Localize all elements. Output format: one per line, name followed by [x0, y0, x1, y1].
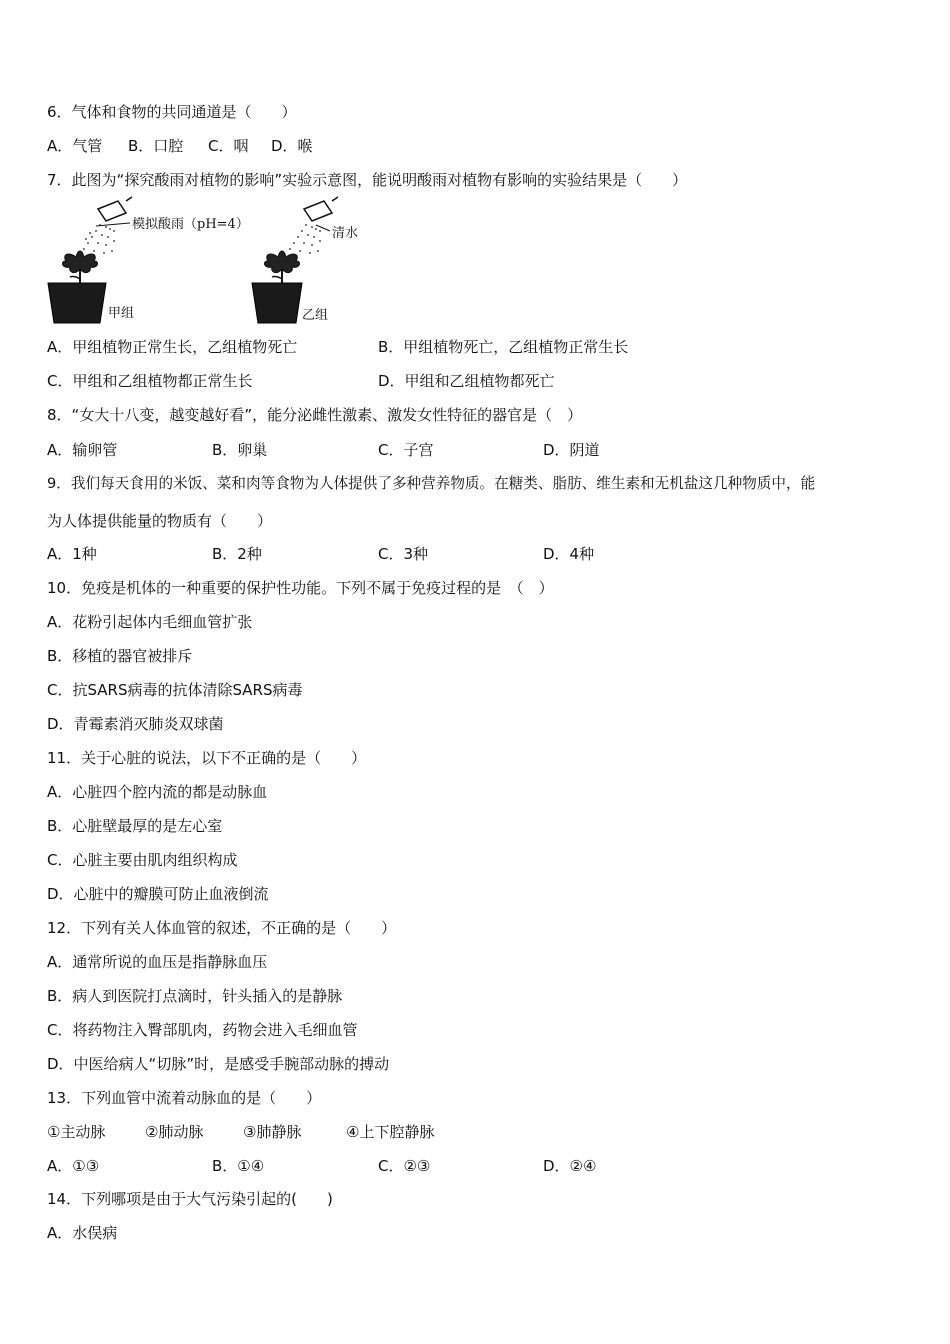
label-group-b: 乙组 — [302, 308, 329, 323]
label-group-a: 甲组 — [108, 306, 135, 321]
q12-option-d: D．中医给病人“切脉”时，是感受手腕部动脉的搏动 — [47, 1055, 390, 1073]
plant-icon — [63, 251, 98, 285]
q13-option-c: C．②③ — [378, 1157, 431, 1175]
q11-option-d: D．心脏中的瓣膜可防止血液倒流 — [47, 885, 269, 903]
q13-item-2: ②肺动脉 — [145, 1123, 204, 1141]
q9-option-a: A．1种 — [47, 545, 97, 563]
q10-option-b: B．移植的器官被排斥 — [47, 647, 193, 665]
q13-option-b: B．①④ — [212, 1157, 265, 1175]
q10-option-c: C．抗SARS病毒的抗体清除SARS病毒 — [47, 681, 303, 699]
q8-option-c: C．子宫 — [378, 441, 434, 459]
flower-pot — [48, 283, 106, 323]
q8-option-b: B．卵巢 — [212, 441, 268, 459]
q9-option-d: D．4种 — [543, 545, 595, 563]
label-clear-water: 清水 — [332, 226, 359, 241]
q10-stem: 10．免疫是机体的一种重要的保护性功能。下列不属于免疫过程的是 （ ） — [47, 579, 554, 597]
q12-stem: 12．下列有关人体血管的叙述，不正确的是（ ） — [47, 919, 397, 937]
q13-item-4: ④上下腔静脉 — [346, 1123, 435, 1141]
label-acid-rain: 模拟酸雨（pH=4） — [132, 217, 249, 232]
q13-option-d: D．②④ — [543, 1157, 597, 1175]
q8-option-d: D．阴道 — [543, 441, 600, 459]
flower-pot — [252, 283, 302, 323]
q14-stem: 14．下列哪项是由于大气污染引起的( ) — [47, 1190, 333, 1208]
q8-option-a: A．输卵管 — [47, 441, 118, 459]
q12-option-c: C．将药物注入臀部肌肉，药物会进入毛细血管 — [47, 1021, 358, 1039]
spray-dots — [289, 224, 321, 254]
q11-option-b: B．心脏壁最厚的是左心室 — [47, 817, 223, 835]
q11-option-a: A．心脏四个腔内流的都是动脉血 — [47, 783, 268, 801]
q12-option-b: B．病人到医院打点滴时，针头插入的是静脉 — [47, 987, 343, 1005]
spray-dots — [83, 224, 115, 254]
plant-icon — [265, 251, 300, 285]
q7-option-b: B．甲组植物死亡，乙组植物正常生长 — [378, 338, 629, 356]
q6-option-a: A．气管 — [47, 137, 103, 155]
watering-can-icon — [98, 197, 132, 221]
q7-option-a: A．甲组植物正常生长，乙组植物死亡 — [47, 338, 298, 356]
q9-option-b: B．2种 — [212, 545, 262, 563]
q6-option-c: C．咽 — [208, 137, 249, 155]
q9-stem-line1: 9．我们每天食用的米饭、菜和肉等食物为人体提供了多种营养物质。在糖类、脂肪、维生素和无机盐这几种物质中，能 — [47, 475, 816, 492]
watering-can-icon — [304, 197, 338, 221]
q13-item-3: ③肺静脉 — [243, 1123, 302, 1141]
q14-option-a: A．水俣病 — [47, 1224, 118, 1242]
q7-option-d: D．甲组和乙组植物都死亡 — [378, 372, 555, 390]
q10-option-d: D．青霉素消灭肺炎双球菌 — [47, 715, 224, 733]
q10-option-a: A．花粉引起体内毛细血管扩张 — [47, 613, 253, 631]
q6-stem: 6．气体和食物的共同通道是（ ） — [47, 103, 297, 121]
group-b-setup — [252, 197, 358, 323]
q7-stem: 7．此图为“探究酸雨对植物的影响”实验示意图，能说明酸雨对植物有影响的实验结果是（ ） — [47, 171, 688, 189]
q11-stem: 11．关于心脏的说法，以下不正确的是（ ） — [47, 749, 367, 767]
q13-option-a: A．①③ — [47, 1157, 100, 1175]
group-a-setup — [48, 197, 249, 323]
q9-stem-line2: 为人体提供能量的物质有（ ） — [47, 512, 273, 530]
q8-stem: 8．“女大十八变，越变越好看”，能分泌雌性激素、激发女性特征的器官是（ ） — [47, 406, 583, 424]
q11-option-c: C．心脏主要由肌肉组织构成 — [47, 851, 238, 869]
q9-option-c: C．3种 — [378, 545, 429, 563]
q6-option-d: D．喉 — [271, 137, 313, 155]
acid-rain-experiment-figure — [40, 195, 380, 330]
q6-option-b: B．口腔 — [128, 137, 184, 155]
q12-option-a: A．通常所说的血压是指静脉血压 — [47, 953, 268, 971]
q13-stem: 13．下列血管中流着动脉血的是（ ） — [47, 1089, 322, 1107]
q7-option-c: C．甲组和乙组植物都正常生长 — [47, 372, 253, 390]
q13-item-1: ①主动脉 — [47, 1123, 106, 1141]
